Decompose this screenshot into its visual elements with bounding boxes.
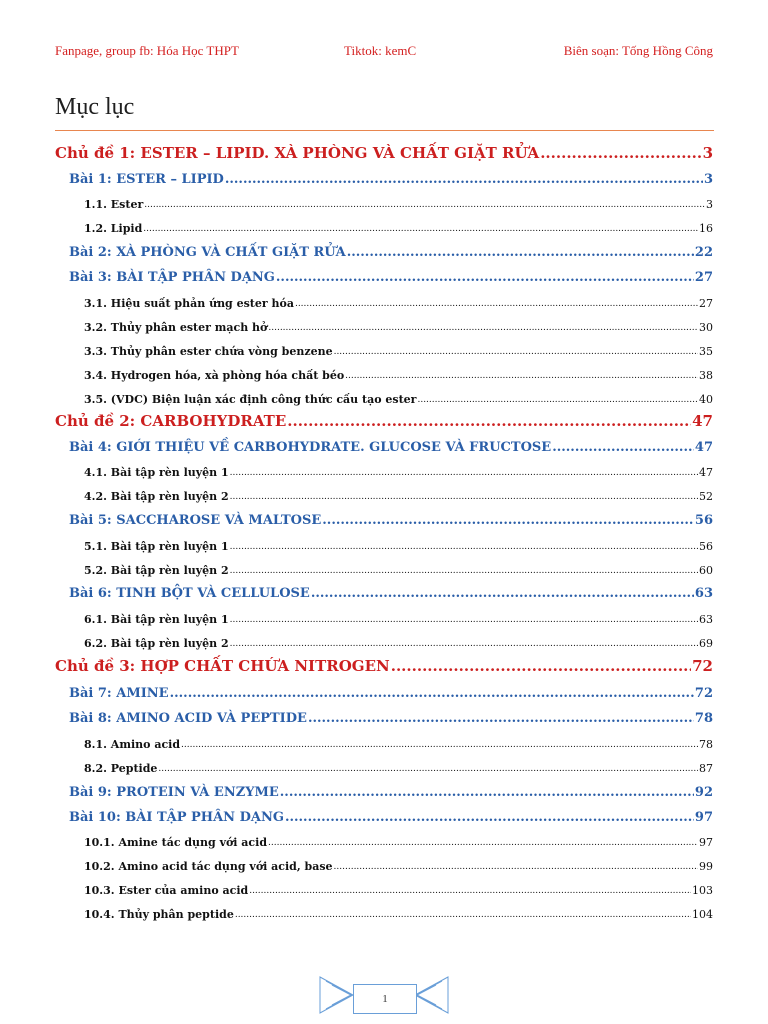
toc-entry-label: Bài 1: ESTER – LIPID xyxy=(69,172,224,187)
toc-entry-page: 30 xyxy=(699,321,713,334)
toc-entry-page: 104 xyxy=(692,908,713,921)
toc-entry-level-2[interactable] xyxy=(69,779,713,799)
toc-entry-label: 3.3. Thủy phân ester chứa vòng benzene xyxy=(84,345,333,358)
toc-leader-dots xyxy=(181,741,698,750)
toc-entry-level-2[interactable] xyxy=(69,166,713,186)
toc-leader-dots xyxy=(230,469,698,478)
toc-entry-page: 38 xyxy=(699,369,713,382)
toc-entry-level-3[interactable] xyxy=(84,385,713,405)
toc-leader-dots xyxy=(391,659,691,674)
toc-entry-page: 3 xyxy=(703,172,713,187)
toc-entry-label: Bài 10: BÀI TẬP PHÂN DẠNG xyxy=(69,810,284,825)
toc-leader-dots xyxy=(285,811,694,824)
toc-leader-dots xyxy=(322,514,694,527)
toc-entry-label: Bài 3: BÀI TẬP PHÂN DẠNG xyxy=(69,270,275,285)
toc-entry-page: 52 xyxy=(699,490,713,503)
toc-entry-page: 69 xyxy=(699,637,713,650)
toc-leader-dots xyxy=(143,225,698,234)
toc-entry-page: 40 xyxy=(699,393,713,406)
toc-leader-dots xyxy=(235,911,691,920)
header-fanpage: Fanpage, group fb: Hóa Học THPT xyxy=(55,43,239,58)
toc-entry-page: 99 xyxy=(699,860,713,873)
toc-entry-label: Chủ đề 3: HỢP CHẤT CHỨA NITROGEN xyxy=(55,657,390,675)
toc-entry-level-2[interactable] xyxy=(69,239,713,259)
toc-entry-label: 6.2. Bài tập rèn luyện 2 xyxy=(84,637,229,650)
toc-leader-dots xyxy=(311,587,694,600)
toc-entry-level-2[interactable] xyxy=(69,680,713,700)
toc-entry-page: 103 xyxy=(692,884,713,897)
toc-entry-label: 5.1. Bài tập rèn luyện 1 xyxy=(84,540,229,553)
toc-entry-label: Bài 2: XÀ PHÒNG VÀ CHẤT GIẶT RỬA xyxy=(69,245,346,260)
toc-entry-level-3[interactable] xyxy=(84,605,713,625)
toc-leader-dots xyxy=(144,201,705,210)
toc-leader-dots xyxy=(158,765,698,774)
toc-entry-level-3[interactable] xyxy=(84,289,713,309)
toc-leader-dots xyxy=(295,300,698,309)
toc-entry-level-3[interactable] xyxy=(84,313,713,333)
toc-entry-level-1[interactable] xyxy=(55,409,713,429)
toc-entry-page: 22 xyxy=(694,245,713,260)
toc-entry-label: Bài 9: PROTEIN VÀ ENZYME xyxy=(69,785,279,800)
toc-entry-label: 3.1. Hiệu suất phản ứng ester hóa xyxy=(84,297,294,310)
toc-leader-dots xyxy=(230,567,698,576)
toc-entry-label: 8.1. Amino acid xyxy=(84,738,181,751)
toc-entry-level-1[interactable] xyxy=(55,141,713,161)
toc-entry-label: Bài 4: GIỚI THIỆU VỀ CARBOHYDRATE. GLUCOSE VÀ FRUCTOSE xyxy=(69,440,552,455)
toc-entry-level-3[interactable] xyxy=(84,852,713,872)
toc-entry-page: 47 xyxy=(694,440,713,455)
toc-entry-label: 1.2. Lipid xyxy=(84,222,143,235)
toc-leader-dots xyxy=(345,372,698,381)
toc-leader-dots xyxy=(225,173,703,186)
toc-entry-page: 56 xyxy=(699,540,713,553)
toc-leader-dots xyxy=(268,839,698,848)
toc-entry-level-3[interactable] xyxy=(84,190,713,210)
toc-leader-dots xyxy=(287,414,691,429)
header-author: Biên soạn: Tống Hồng Công xyxy=(563,43,713,58)
toc-leader-dots xyxy=(230,616,698,625)
page-number: 1 xyxy=(353,984,417,1014)
toc-entry-level-3[interactable] xyxy=(84,828,713,848)
page-header xyxy=(55,43,713,61)
toc-entry-level-2[interactable] xyxy=(69,804,713,824)
toc-entry-level-2[interactable] xyxy=(69,705,713,725)
toc-entry-page: 27 xyxy=(694,270,713,285)
toc-entry-label: Bài 8: AMINO ACID VÀ PEPTIDE xyxy=(69,711,307,726)
toc-leader-dots xyxy=(334,863,698,872)
toc-entry-label: 1.1. Ester xyxy=(84,198,144,211)
toc-entry-label: 3.4. Hydrogen hóa, xà phòng hóa chất béo xyxy=(84,369,345,382)
toc-leader-dots xyxy=(334,348,698,357)
toc-leader-dots xyxy=(230,493,698,502)
toc-entry-level-3[interactable] xyxy=(84,754,713,774)
toc-entry-level-3[interactable] xyxy=(84,900,713,920)
toc-leader-dots xyxy=(280,786,694,799)
toc-entry-level-2[interactable] xyxy=(69,507,713,527)
toc-entry-label: 6.1. Bài tập rèn luyện 1 xyxy=(84,613,229,626)
toc-entry-level-1[interactable] xyxy=(55,654,713,674)
toc-entry-label: Bài 5: SACCHAROSE VÀ MALTOSE xyxy=(69,513,322,528)
toc-entry-label: Chủ đề 2: CARBOHYDRATE xyxy=(55,412,287,430)
toc-entry-level-2[interactable] xyxy=(69,434,713,454)
toc-entry-label: 10.1. Amine tác dụng với acid xyxy=(84,836,268,849)
toc-leader-dots xyxy=(308,712,694,725)
toc-entry-label: 5.2. Bài tập rèn luyện 2 xyxy=(84,564,229,577)
toc-entry-label: 10.2. Amino acid tác dụng với acid, base xyxy=(84,860,333,873)
page-title: Mục lục xyxy=(55,94,135,120)
toc-entry-level-3[interactable] xyxy=(84,482,713,502)
toc-entry-page: 97 xyxy=(694,810,713,825)
toc-leader-dots xyxy=(417,396,698,405)
toc-entry-page: 47 xyxy=(692,412,713,430)
toc-leader-dots xyxy=(276,271,694,284)
toc-entry-level-3[interactable] xyxy=(84,458,713,478)
toc-leader-dots xyxy=(170,687,694,700)
toc-entry-page: 47 xyxy=(699,466,713,479)
toc-entry-page: 60 xyxy=(699,564,713,577)
toc-entry-label: 3.5. (VDC) Biện luận xác định công thức cấu tạo ester xyxy=(84,393,417,406)
toc-entry-level-3[interactable] xyxy=(84,337,713,357)
toc-entry-level-3[interactable] xyxy=(84,556,713,576)
toc-leader-dots xyxy=(347,246,694,259)
toc-leader-dots xyxy=(230,543,698,552)
toc-entry-label: Bài 6: TINH BỘT VÀ CELLULOSE xyxy=(69,586,310,601)
toc-leader-dots xyxy=(249,887,691,896)
toc-entry-page: 92 xyxy=(694,785,713,800)
toc-entry-page: 72 xyxy=(692,657,713,675)
toc-entry-level-3[interactable] xyxy=(84,532,713,552)
toc-entry-label: 10.3. Ester của amino acid xyxy=(84,884,249,897)
toc-entry-page: 3 xyxy=(702,144,713,162)
toc-entry-page: 35 xyxy=(699,345,713,358)
toc-entry-page: 97 xyxy=(699,836,713,849)
toc-entry-page: 56 xyxy=(694,513,713,528)
toc-entry-label: 10.4. Thủy phân peptide xyxy=(84,908,234,921)
toc-leader-dots xyxy=(552,441,694,454)
toc-entry-label: 4.1. Bài tập rèn luyện 1 xyxy=(84,466,229,479)
title-divider xyxy=(55,130,714,131)
toc-entry-label: Chủ đề 1: ESTER – LIPID. XÀ PHÒNG VÀ CHẤT GIẶT RỬA xyxy=(55,144,540,162)
toc-entry-page: 16 xyxy=(699,222,713,235)
toc-entry-label: Bài 7: AMINE xyxy=(69,686,169,701)
toc-entry-page: 63 xyxy=(694,586,713,601)
toc-entry-page: 78 xyxy=(699,738,713,751)
toc-entry-label: 3.2. Thủy phân ester mạch hở xyxy=(84,321,268,334)
header-tiktok: Tiktok: kemC xyxy=(344,43,417,58)
toc-entry-level-2[interactable] xyxy=(69,264,713,284)
toc-leader-dots xyxy=(230,640,698,649)
toc-entry-level-3[interactable] xyxy=(84,361,713,381)
toc-entry-level-3[interactable] xyxy=(84,629,713,649)
toc-entry-level-3[interactable] xyxy=(84,730,713,750)
toc-entry-page: 72 xyxy=(694,686,713,701)
toc-leader-dots xyxy=(268,324,698,333)
toc-entry-page: 87 xyxy=(699,762,713,775)
toc-entry-label: 8.2. Peptide xyxy=(84,762,158,775)
toc-entry-page: 78 xyxy=(694,711,713,726)
toc-entry-level-2[interactable] xyxy=(69,580,713,600)
toc-entry-level-3[interactable] xyxy=(84,214,713,234)
toc-entry-page: 3 xyxy=(706,198,713,211)
toc-entry-page: 63 xyxy=(699,613,713,626)
toc-entry-level-3[interactable] xyxy=(84,876,713,896)
toc-entry-page: 27 xyxy=(699,297,713,310)
toc-leader-dots xyxy=(540,146,701,161)
toc-entry-label: 4.2. Bài tập rèn luyện 2 xyxy=(84,490,229,503)
